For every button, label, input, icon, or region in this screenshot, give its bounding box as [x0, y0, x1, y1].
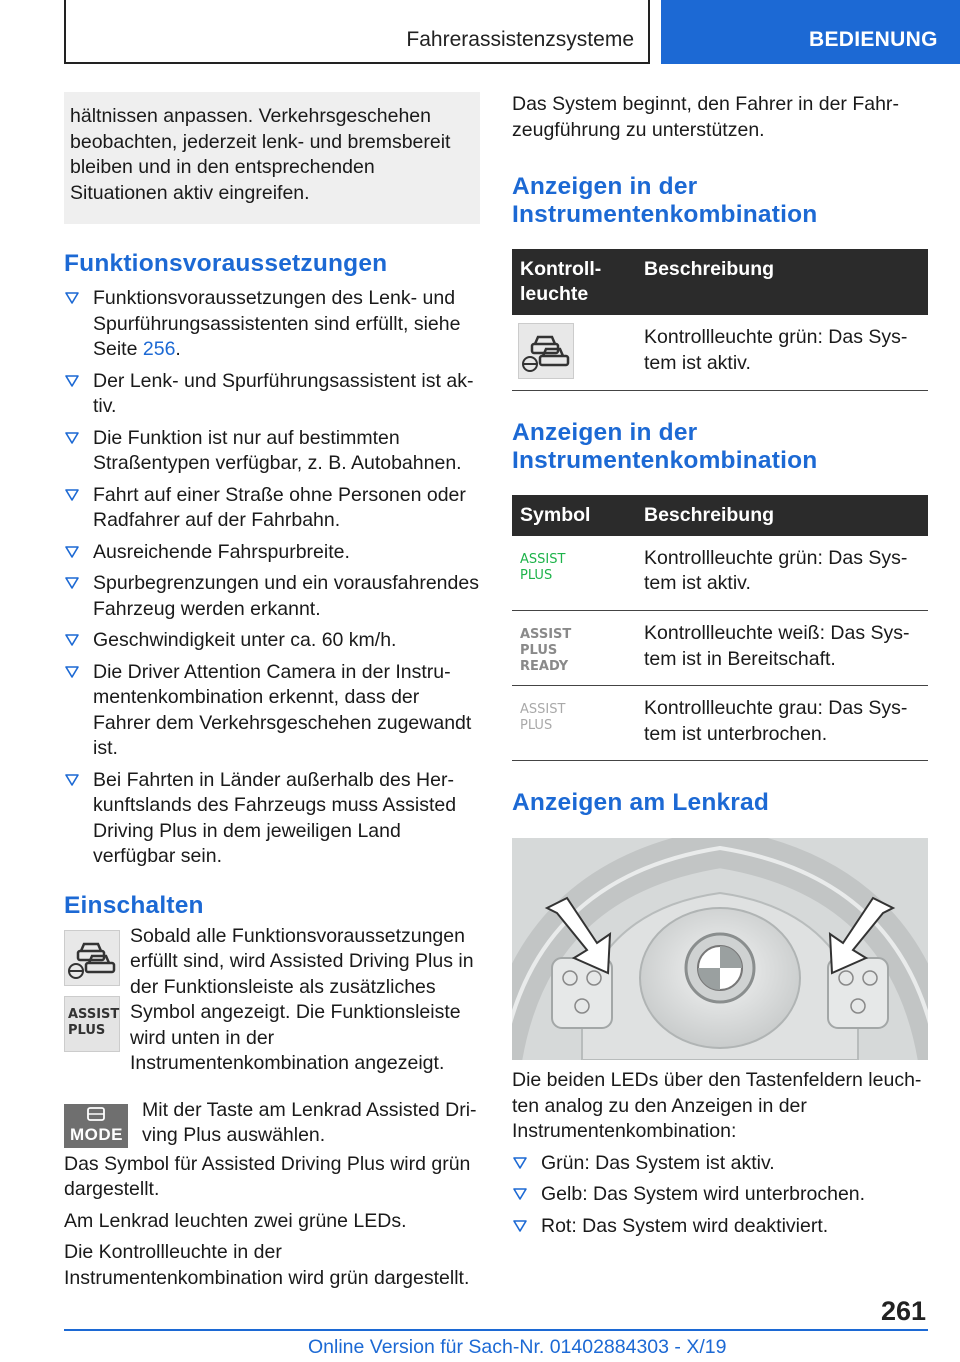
list-item-text: Spurbegrenzungen und ein vorausfahrendes Fahrzeug werden erkannt. [93, 572, 479, 620]
lane-assist-car-icon [64, 930, 120, 986]
lenkrad-section [512, 1068, 928, 1245]
list-item [64, 426, 480, 477]
triangle-bullet-icon [513, 1157, 527, 1169]
lane-assist-car-icon [518, 323, 574, 379]
list-item [64, 628, 480, 654]
assist-plus-icon [64, 996, 120, 1052]
list-item-text: Rot: Das System wird deaktiviert. [541, 1214, 829, 1237]
list-item [512, 1151, 928, 1177]
description-cell: Kontrollleuchte weiß: Das System ist in Bereitschaft. [636, 611, 928, 686]
einschalten-paragraph-1: Sobald alle Funktionsvoraussetzungen erfüllt sind, wird Assisted Driving Plus in der Funktionsleiste als zusätzliches Symbol angezeigt. Die Funktionsleiste wird unten in der Instrumentenkombination angezeigt. [130, 924, 474, 1074]
table2-header-col1: Symbol [512, 495, 636, 536]
footer-text: Online Version für Sach-Nr. 01402884303 - X/19 [308, 1336, 727, 1358]
heading-anzeigen-2: Anzeigen in der Instrumentenkombination [512, 418, 818, 474]
list-item-text: Funktionsvoraussetzungen des Lenk- und Spurführungsassistenten sind erfüllt, siehe Seite [93, 287, 461, 360]
table-kontrollleuchte [512, 249, 928, 391]
table1-icon-cell [512, 315, 636, 390]
list-item [64, 768, 480, 870]
footer-divider [64, 1329, 928, 1331]
table1-header-col2: Beschreibung [636, 249, 928, 315]
list-item-text: Ausreichende Fahrspurbreite. [93, 540, 350, 563]
einschalten-paragraph-2: Mit der Taste am Lenkrad Assisted Driving Plus auswählen. [142, 1098, 477, 1146]
page-number: 261 [880, 1296, 926, 1326]
triangle-bullet-icon [513, 1220, 527, 1232]
symbol-cell [512, 686, 636, 761]
mode-button-icon [64, 1104, 128, 1148]
triangle-bullet-icon [513, 1188, 527, 1200]
triangle-bullet-icon [65, 292, 79, 304]
triangle-bullet-icon [65, 489, 79, 501]
symbol-cell [512, 611, 636, 686]
list-item [512, 1214, 928, 1240]
right-column [512, 92, 928, 817]
list-item-text: Bei Fahrten in Länder außerhalb des Herkunftslands des Fahrzeugs muss Assisted Driving Plus in dem jeweiligen Land verfügbar sein. [93, 768, 457, 867]
triangle-bullet-icon [65, 546, 79, 558]
list-item-suffix: . [175, 338, 181, 360]
einschalten-block [64, 924, 480, 1090]
steering-wheel-image [512, 838, 928, 1060]
assist-plus-symbol: ASSIST PLUS [520, 551, 566, 583]
list-item [64, 286, 480, 363]
einschalten-paragraph-5: Die Kontrollleuchte in der Instrumentenkombination wird grün dargestellt. [64, 1241, 470, 1289]
list-item-text: Die Driver Attention Camera in der Instrumentenkombination erkennt, dass der Fahrer dem Verkehrsgeschehen zugewandt ist. [93, 660, 472, 759]
header-section: BEDIENUNG [809, 28, 938, 51]
header-title-box [64, 0, 650, 64]
heading-funktionsvoraussetzungen: Funktionsvoraussetzungen [64, 250, 388, 277]
mode-block [64, 1098, 480, 1156]
header-title: Fahrerassistenzsysteme [406, 28, 634, 51]
assist-plus-symbol: ASSIST PLUS [520, 702, 566, 733]
table-row [512, 315, 928, 390]
mode-label: MODE [70, 1124, 123, 1144]
heading-einschalten: Einschalten [64, 891, 204, 919]
list-item-text: Die Funktion ist nur auf bestimmten Straßentypen verfügbar, z. B. Autobahnen. [93, 426, 462, 474]
list-item [64, 540, 480, 566]
triangle-bullet-icon [65, 432, 79, 444]
assist-plus-symbol: ASSIST PLUS READY [520, 627, 572, 674]
description-cell: Kontrollleuchte grün: Das System ist aktiv. [636, 536, 928, 611]
description-cell: Kontrollleuchte grau: Das System ist unterbrochen. [636, 686, 928, 761]
einschalten-paragraph-4: Am Lenkrad leuchten zwei grüne LEDs. [64, 1209, 407, 1232]
list-item-text: Gelb: Das System wird unterbrochen. [541, 1183, 866, 1205]
table-row [512, 536, 928, 611]
list-item-text: Grün: Das System ist aktiv. [541, 1151, 775, 1174]
einschalten-paragraph-3: Das Symbol für Assisted Driving Plus wird grün dargestellt. [64, 1152, 471, 1200]
table1-header-col1: Kontrollleuchte [512, 249, 636, 315]
table-row [512, 686, 928, 761]
funktion-list [64, 286, 480, 870]
warning-box [64, 92, 480, 224]
intro-paragraph: Das System beginnt, den Fahrer in der Fahrzeugführung zu unterstützen. [512, 93, 899, 141]
list-item [512, 1182, 928, 1208]
list-item-text: Geschwindigkeit unter ca. 60 km/h. [93, 629, 397, 651]
symbol-cell [512, 536, 636, 611]
header-section-box [661, 0, 960, 64]
list-item [64, 660, 480, 762]
triangle-bullet-icon [65, 774, 79, 786]
triangle-bullet-icon [65, 577, 79, 589]
list-item [64, 483, 480, 534]
warning-text: hältnissen anpassen. Verkehrsgeschehen beobachten, jederzeit lenk- und bremsbereit bleiben und in den entsprechenden Situationen aktiv eingreifen. [70, 105, 451, 204]
table2-header-col2: Beschreibung [636, 495, 928, 536]
table1-desc-cell: Kontrollleuchte grün: Das System ist aktiv. [636, 315, 928, 390]
lenkrad-list [512, 1151, 928, 1240]
lenkrad-paragraph: Die beiden LEDs über den Tastenfeldern leuchten analog zu den Anzeigen in der Instrumentenkombination: [512, 1069, 922, 1142]
triangle-bullet-icon [65, 634, 79, 646]
assist-plus-icon-text: ASSIST PLUS [68, 1006, 120, 1038]
left-column [64, 92, 480, 1291]
list-item [64, 571, 480, 622]
table-row [512, 611, 928, 686]
heading-lenkrad: Anzeigen am Lenkrad [512, 789, 770, 816]
list-item-text: Der Lenk- und Spurführungsassistent ist aktiv. [93, 369, 474, 417]
list-item-text: Fahrt auf einer Straße ohne Personen oder Radfahrer auf der Fahrbahn. [93, 483, 466, 531]
list-item [64, 369, 480, 420]
table-symbol [512, 495, 928, 762]
page-reference-link[interactable]: 256 [142, 338, 176, 360]
triangle-bullet-icon [65, 666, 79, 678]
triangle-bullet-icon [65, 375, 79, 387]
heading-anzeigen-1: Anzeigen in der Instrumentenkombination [512, 173, 818, 228]
